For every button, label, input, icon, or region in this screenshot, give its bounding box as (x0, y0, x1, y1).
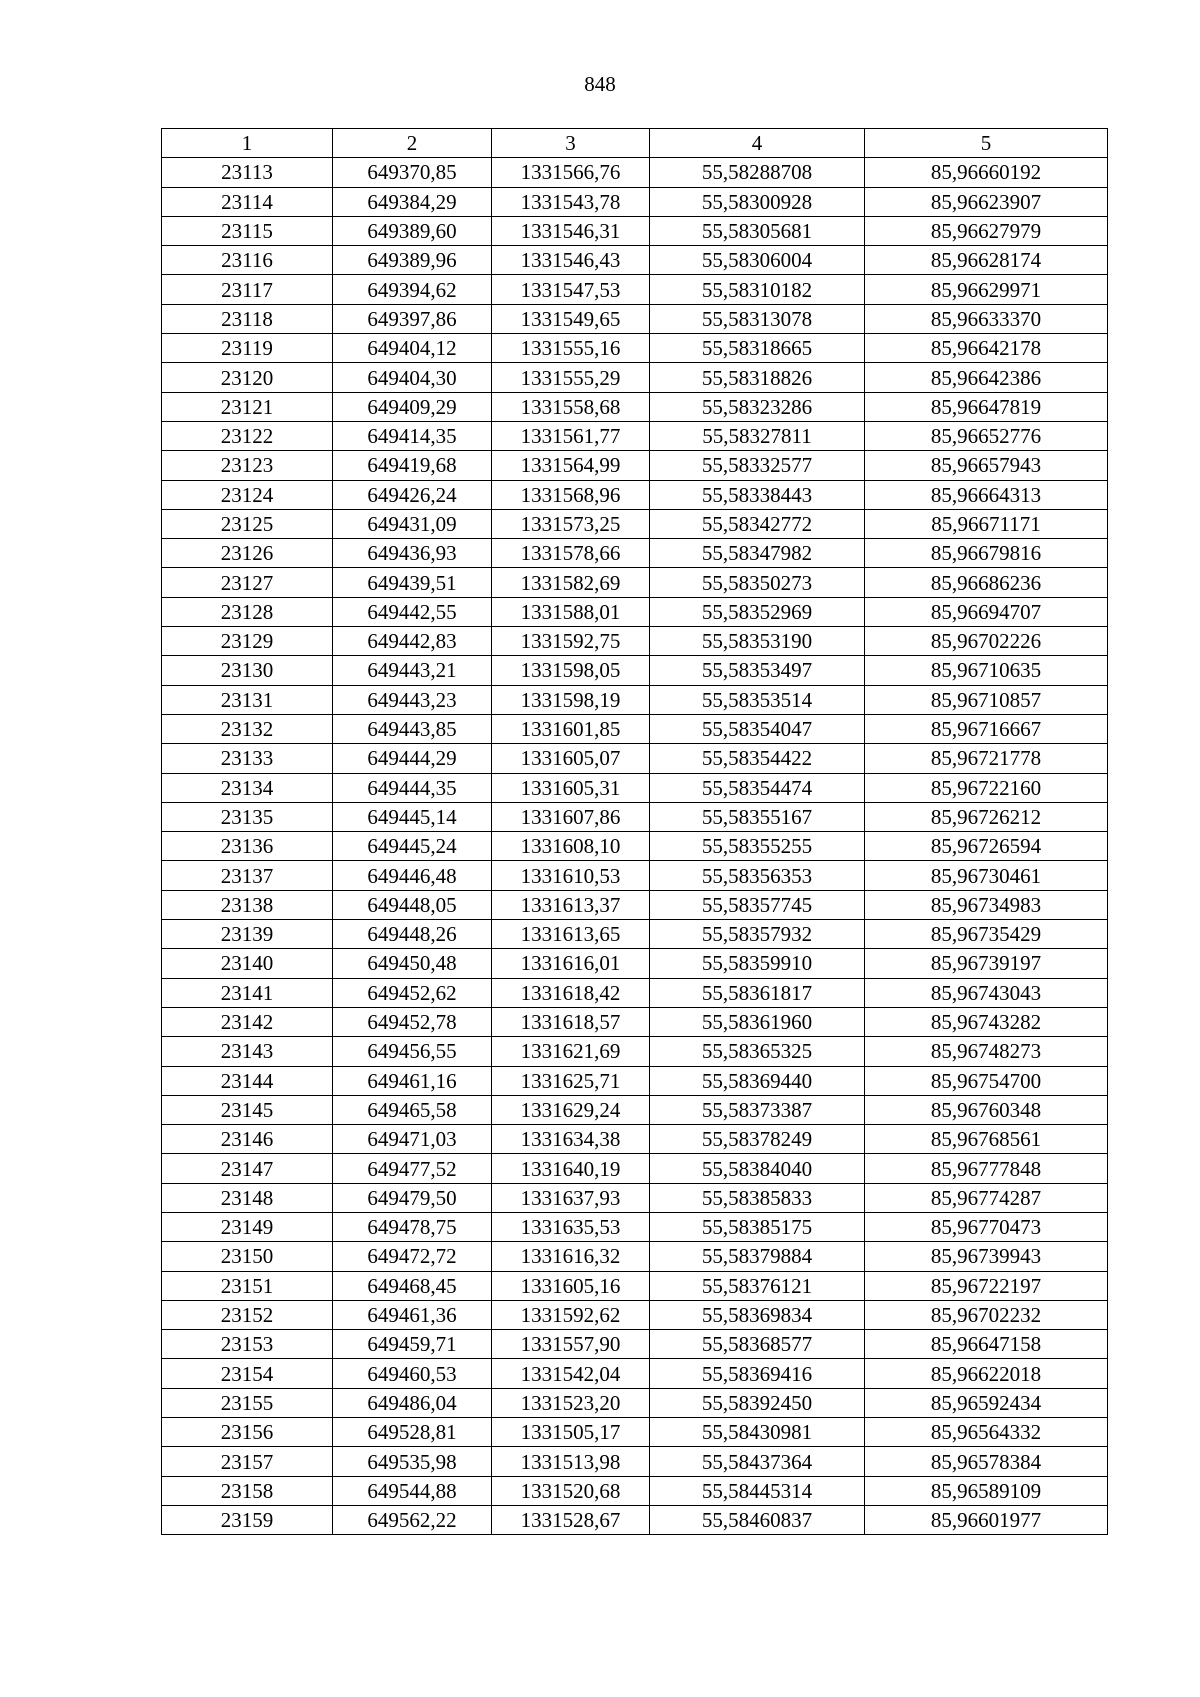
table-cell: 649419,68 (333, 451, 492, 480)
table-cell: 1331613,37 (492, 890, 650, 919)
table-row (162, 1007, 1108, 1036)
table-cell: 55,58357745 (650, 890, 865, 919)
table-cell: 1331592,75 (492, 627, 650, 656)
table-cell: 1331616,32 (492, 1242, 650, 1271)
table-cell: 85,96694707 (865, 597, 1108, 626)
table-cell: 85,96623907 (865, 187, 1108, 216)
table-cell: 649444,35 (333, 773, 492, 802)
table-cell: 23123 (162, 451, 333, 480)
table-cell: 55,58460837 (650, 1505, 865, 1534)
table-cell: 649389,60 (333, 216, 492, 245)
table-cell: 649450,48 (333, 949, 492, 978)
table-row (162, 597, 1108, 626)
table-cell: 55,58369416 (650, 1359, 865, 1388)
table-cell: 1331605,16 (492, 1271, 650, 1300)
table-cell: 649544,88 (333, 1476, 492, 1505)
table-cell: 85,96647158 (865, 1330, 1108, 1359)
table-cell: 23150 (162, 1242, 333, 1271)
table-cell: 23119 (162, 334, 333, 363)
table-cell: 85,96735429 (865, 920, 1108, 949)
table-cell: 23126 (162, 539, 333, 568)
table-cell: 85,96770473 (865, 1212, 1108, 1241)
table-cell: 85,96628174 (865, 246, 1108, 275)
table-row (162, 1388, 1108, 1417)
table-cell: 55,58353190 (650, 627, 865, 656)
table-row (162, 568, 1108, 597)
table-cell: 85,96671171 (865, 509, 1108, 538)
table-row (162, 1066, 1108, 1095)
table-cell: 23152 (162, 1300, 333, 1329)
table-cell: 85,96647819 (865, 392, 1108, 421)
table-cell: 55,58369440 (650, 1066, 865, 1095)
table-cell: 55,58353514 (650, 685, 865, 714)
table-cell: 23139 (162, 920, 333, 949)
table-cell: 1331618,57 (492, 1007, 650, 1036)
table-cell: 649459,71 (333, 1330, 492, 1359)
table-cell: 55,58373387 (650, 1095, 865, 1124)
column-header: 4 (650, 129, 865, 158)
table-cell: 649461,16 (333, 1066, 492, 1095)
table-cell: 23130 (162, 656, 333, 685)
table-cell: 55,58385833 (650, 1183, 865, 1212)
table-cell: 85,96739197 (865, 949, 1108, 978)
table-cell: 55,58354422 (650, 744, 865, 773)
table-cell: 1331616,01 (492, 949, 650, 978)
table-cell: 1331558,68 (492, 392, 650, 421)
column-header: 2 (333, 129, 492, 158)
table-row (162, 158, 1108, 187)
table-cell: 55,58323286 (650, 392, 865, 421)
table-row (162, 861, 1108, 890)
table-cell: 1331621,69 (492, 1037, 650, 1066)
coordinates-table (161, 128, 1108, 1535)
table-cell: 23154 (162, 1359, 333, 1388)
table-row (162, 1505, 1108, 1534)
table-cell: 1331546,31 (492, 216, 650, 245)
table-cell: 23118 (162, 304, 333, 333)
table-cell: 649446,48 (333, 861, 492, 890)
table-cell: 55,58305681 (650, 216, 865, 245)
table-cell: 23140 (162, 949, 333, 978)
table-cell: 23131 (162, 685, 333, 714)
table-cell: 1331634,38 (492, 1125, 650, 1154)
table-cell: 649468,45 (333, 1271, 492, 1300)
table-row (162, 246, 1108, 275)
table-cell: 85,96739943 (865, 1242, 1108, 1271)
table-row (162, 1476, 1108, 1505)
table-row (162, 304, 1108, 333)
table-row (162, 363, 1108, 392)
table-cell: 85,96743043 (865, 978, 1108, 1007)
table-cell: 23145 (162, 1095, 333, 1124)
table-cell: 85,96629971 (865, 275, 1108, 304)
table-cell: 23155 (162, 1388, 333, 1417)
table-cell: 55,58379884 (650, 1242, 865, 1271)
table-row (162, 187, 1108, 216)
table-cell: 23156 (162, 1418, 333, 1447)
table-cell: 55,58355255 (650, 832, 865, 861)
table-cell: 85,96627979 (865, 216, 1108, 245)
table-cell: 23157 (162, 1447, 333, 1476)
table-cell: 649397,86 (333, 304, 492, 333)
table-cell: 649409,29 (333, 392, 492, 421)
table-row (162, 802, 1108, 831)
table-cell: 23158 (162, 1476, 333, 1505)
table-cell: 55,58288708 (650, 158, 865, 187)
table-row (162, 832, 1108, 861)
table-cell: 85,96657943 (865, 451, 1108, 480)
table-cell: 1331588,01 (492, 597, 650, 626)
table-cell: 1331601,85 (492, 714, 650, 743)
table-cell: 23122 (162, 421, 333, 450)
table-cell: 23143 (162, 1037, 333, 1066)
table-cell: 85,96726594 (865, 832, 1108, 861)
table-cell: 649472,72 (333, 1242, 492, 1271)
table-cell: 85,96730461 (865, 861, 1108, 890)
table-cell: 55,58300928 (650, 187, 865, 216)
table-cell: 85,96760348 (865, 1095, 1108, 1124)
table-cell: 1331568,96 (492, 480, 650, 509)
table-cell: 649452,62 (333, 978, 492, 1007)
table-cell: 55,58355167 (650, 802, 865, 831)
table-cell: 649439,51 (333, 568, 492, 597)
table-cell: 1331557,90 (492, 1330, 650, 1359)
table-cell: 649404,12 (333, 334, 492, 363)
table-cell: 55,58376121 (650, 1271, 865, 1300)
table-cell: 85,96743282 (865, 1007, 1108, 1036)
table-cell: 23129 (162, 627, 333, 656)
table-cell: 55,58359910 (650, 949, 865, 978)
table-cell: 55,58392450 (650, 1388, 865, 1417)
table-cell: 23121 (162, 392, 333, 421)
table-cell: 649471,03 (333, 1125, 492, 1154)
table-row (162, 1418, 1108, 1447)
table-cell: 1331635,53 (492, 1212, 650, 1241)
table-cell: 649426,24 (333, 480, 492, 509)
table-cell: 85,96622018 (865, 1359, 1108, 1388)
table-cell: 55,58352969 (650, 597, 865, 626)
table-cell: 55,58353497 (650, 656, 865, 685)
table-cell: 85,96774287 (865, 1183, 1108, 1212)
table-cell: 85,96710635 (865, 656, 1108, 685)
table-cell: 55,58354047 (650, 714, 865, 743)
table-cell: 85,96564332 (865, 1418, 1108, 1447)
table-cell: 1331543,78 (492, 187, 650, 216)
table-cell: 649562,22 (333, 1505, 492, 1534)
table-row (162, 978, 1108, 1007)
table-cell: 649414,35 (333, 421, 492, 450)
table-cell: 649456,55 (333, 1037, 492, 1066)
table-cell: 23120 (162, 363, 333, 392)
table-cell: 23136 (162, 832, 333, 861)
table-cell: 55,58313078 (650, 304, 865, 333)
table-cell: 55,58437364 (650, 1447, 865, 1476)
table-cell: 1331605,31 (492, 773, 650, 802)
table-cell: 1331546,43 (492, 246, 650, 275)
table-cell: 85,96702226 (865, 627, 1108, 656)
table-cell: 55,58430981 (650, 1418, 865, 1447)
table-row (162, 627, 1108, 656)
table-cell: 649444,29 (333, 744, 492, 773)
table-cell: 649436,93 (333, 539, 492, 568)
table-cell: 649442,55 (333, 597, 492, 626)
table-cell: 23153 (162, 1330, 333, 1359)
table-row (162, 1095, 1108, 1124)
table-row (162, 744, 1108, 773)
table-row (162, 1037, 1108, 1066)
table-cell: 55,58361960 (650, 1007, 865, 1036)
table-cell: 649384,29 (333, 187, 492, 216)
table-cell: 1331618,42 (492, 978, 650, 1007)
table-cell: 85,96642178 (865, 334, 1108, 363)
table-cell: 85,96633370 (865, 304, 1108, 333)
table-cell: 1331555,16 (492, 334, 650, 363)
table-cell: 1331555,29 (492, 363, 650, 392)
table-row (162, 1300, 1108, 1329)
table-cell: 55,58327811 (650, 421, 865, 450)
table-cell: 649528,81 (333, 1418, 492, 1447)
table-cell: 649448,26 (333, 920, 492, 949)
table-cell: 23146 (162, 1125, 333, 1154)
table-cell: 85,96679816 (865, 539, 1108, 568)
table-row (162, 1212, 1108, 1241)
table-row (162, 714, 1108, 743)
table-cell: 55,58350273 (650, 568, 865, 597)
table-cell: 23144 (162, 1066, 333, 1095)
table-cell: 85,96592434 (865, 1388, 1108, 1417)
table-cell: 85,96578384 (865, 1447, 1108, 1476)
table-header-row (162, 129, 1108, 158)
table-cell: 649448,05 (333, 890, 492, 919)
table-cell: 85,96601977 (865, 1505, 1108, 1534)
table-cell: 649442,83 (333, 627, 492, 656)
table-cell: 55,58318665 (650, 334, 865, 363)
table-cell: 55,58356353 (650, 861, 865, 890)
table-cell: 55,58332577 (650, 451, 865, 480)
table-cell: 23125 (162, 509, 333, 538)
table-cell: 649370,85 (333, 158, 492, 187)
table-cell: 649389,96 (333, 246, 492, 275)
table-cell: 649486,04 (333, 1388, 492, 1417)
table-cell: 1331561,77 (492, 421, 650, 450)
table-cell: 85,96768561 (865, 1125, 1108, 1154)
table-cell: 649431,09 (333, 509, 492, 538)
table-row (162, 451, 1108, 480)
table-cell: 1331547,53 (492, 275, 650, 304)
table-cell: 649394,62 (333, 275, 492, 304)
table-cell: 1331528,67 (492, 1505, 650, 1534)
table-row (162, 920, 1108, 949)
table-row (162, 334, 1108, 363)
table-row (162, 890, 1108, 919)
table-cell: 23113 (162, 158, 333, 187)
table-cell: 649445,24 (333, 832, 492, 861)
table-row (162, 539, 1108, 568)
table-cell: 23134 (162, 773, 333, 802)
table-cell: 1331605,07 (492, 744, 650, 773)
table-cell: 23151 (162, 1271, 333, 1300)
table-cell: 649461,36 (333, 1300, 492, 1329)
table-cell: 23133 (162, 744, 333, 773)
table-row (162, 392, 1108, 421)
table-cell: 55,58342772 (650, 509, 865, 538)
table-cell: 55,58368577 (650, 1330, 865, 1359)
table-cell: 55,58361817 (650, 978, 865, 1007)
table-cell: 23147 (162, 1154, 333, 1183)
table-cell: 1331598,19 (492, 685, 650, 714)
table-cell: 23137 (162, 861, 333, 890)
table-row (162, 1125, 1108, 1154)
table-cell: 55,58338443 (650, 480, 865, 509)
table-cell: 55,58357932 (650, 920, 865, 949)
column-header: 3 (492, 129, 650, 158)
table-cell: 23124 (162, 480, 333, 509)
table-cell: 1331578,66 (492, 539, 650, 568)
table-cell: 1331549,65 (492, 304, 650, 333)
table-cell: 649478,75 (333, 1212, 492, 1241)
table-cell: 85,96664313 (865, 480, 1108, 509)
table-cell: 55,58369834 (650, 1300, 865, 1329)
table-row (162, 480, 1108, 509)
table-cell: 55,58354474 (650, 773, 865, 802)
table-cell: 1331607,86 (492, 802, 650, 831)
table-cell: 55,58365325 (650, 1037, 865, 1066)
table-cell: 1331520,68 (492, 1476, 650, 1505)
table-row (162, 1183, 1108, 1212)
table-cell: 649443,21 (333, 656, 492, 685)
column-header: 1 (162, 129, 333, 158)
table-cell: 55,58318826 (650, 363, 865, 392)
table-row (162, 656, 1108, 685)
table-cell: 1331610,53 (492, 861, 650, 890)
table-cell: 1331637,93 (492, 1183, 650, 1212)
table-cell: 23115 (162, 216, 333, 245)
table-cell: 85,96652776 (865, 421, 1108, 450)
table-cell: 1331523,20 (492, 1388, 650, 1417)
table-cell: 649443,23 (333, 685, 492, 714)
table-cell: 55,58378249 (650, 1125, 865, 1154)
table-cell: 649479,50 (333, 1183, 492, 1212)
table-cell: 85,96660192 (865, 158, 1108, 187)
table-row (162, 1271, 1108, 1300)
table-cell: 23128 (162, 597, 333, 626)
table-cell: 55,58310182 (650, 275, 865, 304)
table-cell: 649477,52 (333, 1154, 492, 1183)
table-cell: 85,96686236 (865, 568, 1108, 597)
table-cell: 55,58306004 (650, 246, 865, 275)
table-cell: 23127 (162, 568, 333, 597)
table-cell: 649460,53 (333, 1359, 492, 1388)
table-cell: 1331542,04 (492, 1359, 650, 1388)
table-row (162, 509, 1108, 538)
table-cell: 23116 (162, 246, 333, 275)
table-cell: 1331566,76 (492, 158, 650, 187)
table-cell: 649445,14 (333, 802, 492, 831)
table-row (162, 1330, 1108, 1359)
table-row (162, 685, 1108, 714)
table-cell: 85,96748273 (865, 1037, 1108, 1066)
table-cell: 85,96777848 (865, 1154, 1108, 1183)
table-row (162, 1447, 1108, 1476)
table-row (162, 216, 1108, 245)
table-cell: 1331625,71 (492, 1066, 650, 1095)
table-row (162, 949, 1108, 978)
table-cell: 1331613,65 (492, 920, 650, 949)
table-cell: 85,96726212 (865, 802, 1108, 831)
table-cell: 85,96642386 (865, 363, 1108, 392)
table-cell: 85,96716667 (865, 714, 1108, 743)
table-cell: 1331640,19 (492, 1154, 650, 1183)
table-row (162, 1242, 1108, 1271)
table-row (162, 421, 1108, 450)
table-cell: 1331608,10 (492, 832, 650, 861)
table-cell: 23138 (162, 890, 333, 919)
table-row (162, 773, 1108, 802)
table-cell: 85,96722197 (865, 1271, 1108, 1300)
table-cell: 85,96722160 (865, 773, 1108, 802)
table-cell: 649443,85 (333, 714, 492, 743)
table-cell: 649452,78 (333, 1007, 492, 1036)
table-cell: 23135 (162, 802, 333, 831)
page-number: 848 (584, 72, 616, 96)
table-cell: 85,96589109 (865, 1476, 1108, 1505)
table-cell: 85,96754700 (865, 1066, 1108, 1095)
table-cell: 1331513,98 (492, 1447, 650, 1476)
table-cell: 55,58347982 (650, 539, 865, 568)
table-cell: 85,96734983 (865, 890, 1108, 919)
table-row (162, 1154, 1108, 1183)
table-cell: 23149 (162, 1212, 333, 1241)
table-cell: 649465,58 (333, 1095, 492, 1124)
table-cell: 23142 (162, 1007, 333, 1036)
table-cell: 1331598,05 (492, 656, 650, 685)
column-header: 5 (865, 129, 1108, 158)
table-cell: 1331582,69 (492, 568, 650, 597)
table-row (162, 275, 1108, 304)
table-cell: 55,58385175 (650, 1212, 865, 1241)
table-cell: 1331564,99 (492, 451, 650, 480)
table-cell: 649404,30 (333, 363, 492, 392)
table-cell: 1331629,24 (492, 1095, 650, 1124)
table-cell: 85,96710857 (865, 685, 1108, 714)
table-row (162, 1359, 1108, 1388)
table-cell: 1331592,62 (492, 1300, 650, 1329)
table-cell: 23132 (162, 714, 333, 743)
table-cell: 85,96721778 (865, 744, 1108, 773)
table-cell: 55,58384040 (650, 1154, 865, 1183)
table-body (162, 158, 1108, 1535)
table-cell: 1331573,25 (492, 509, 650, 538)
table-cell: 649535,98 (333, 1447, 492, 1476)
table-cell: 1331505,17 (492, 1418, 650, 1447)
table-cell: 23159 (162, 1505, 333, 1534)
table-cell: 55,58445314 (650, 1476, 865, 1505)
table-cell: 23148 (162, 1183, 333, 1212)
table-cell: 23114 (162, 187, 333, 216)
table-cell: 23141 (162, 978, 333, 1007)
table-cell: 23117 (162, 275, 333, 304)
table-cell: 85,96702232 (865, 1300, 1108, 1329)
